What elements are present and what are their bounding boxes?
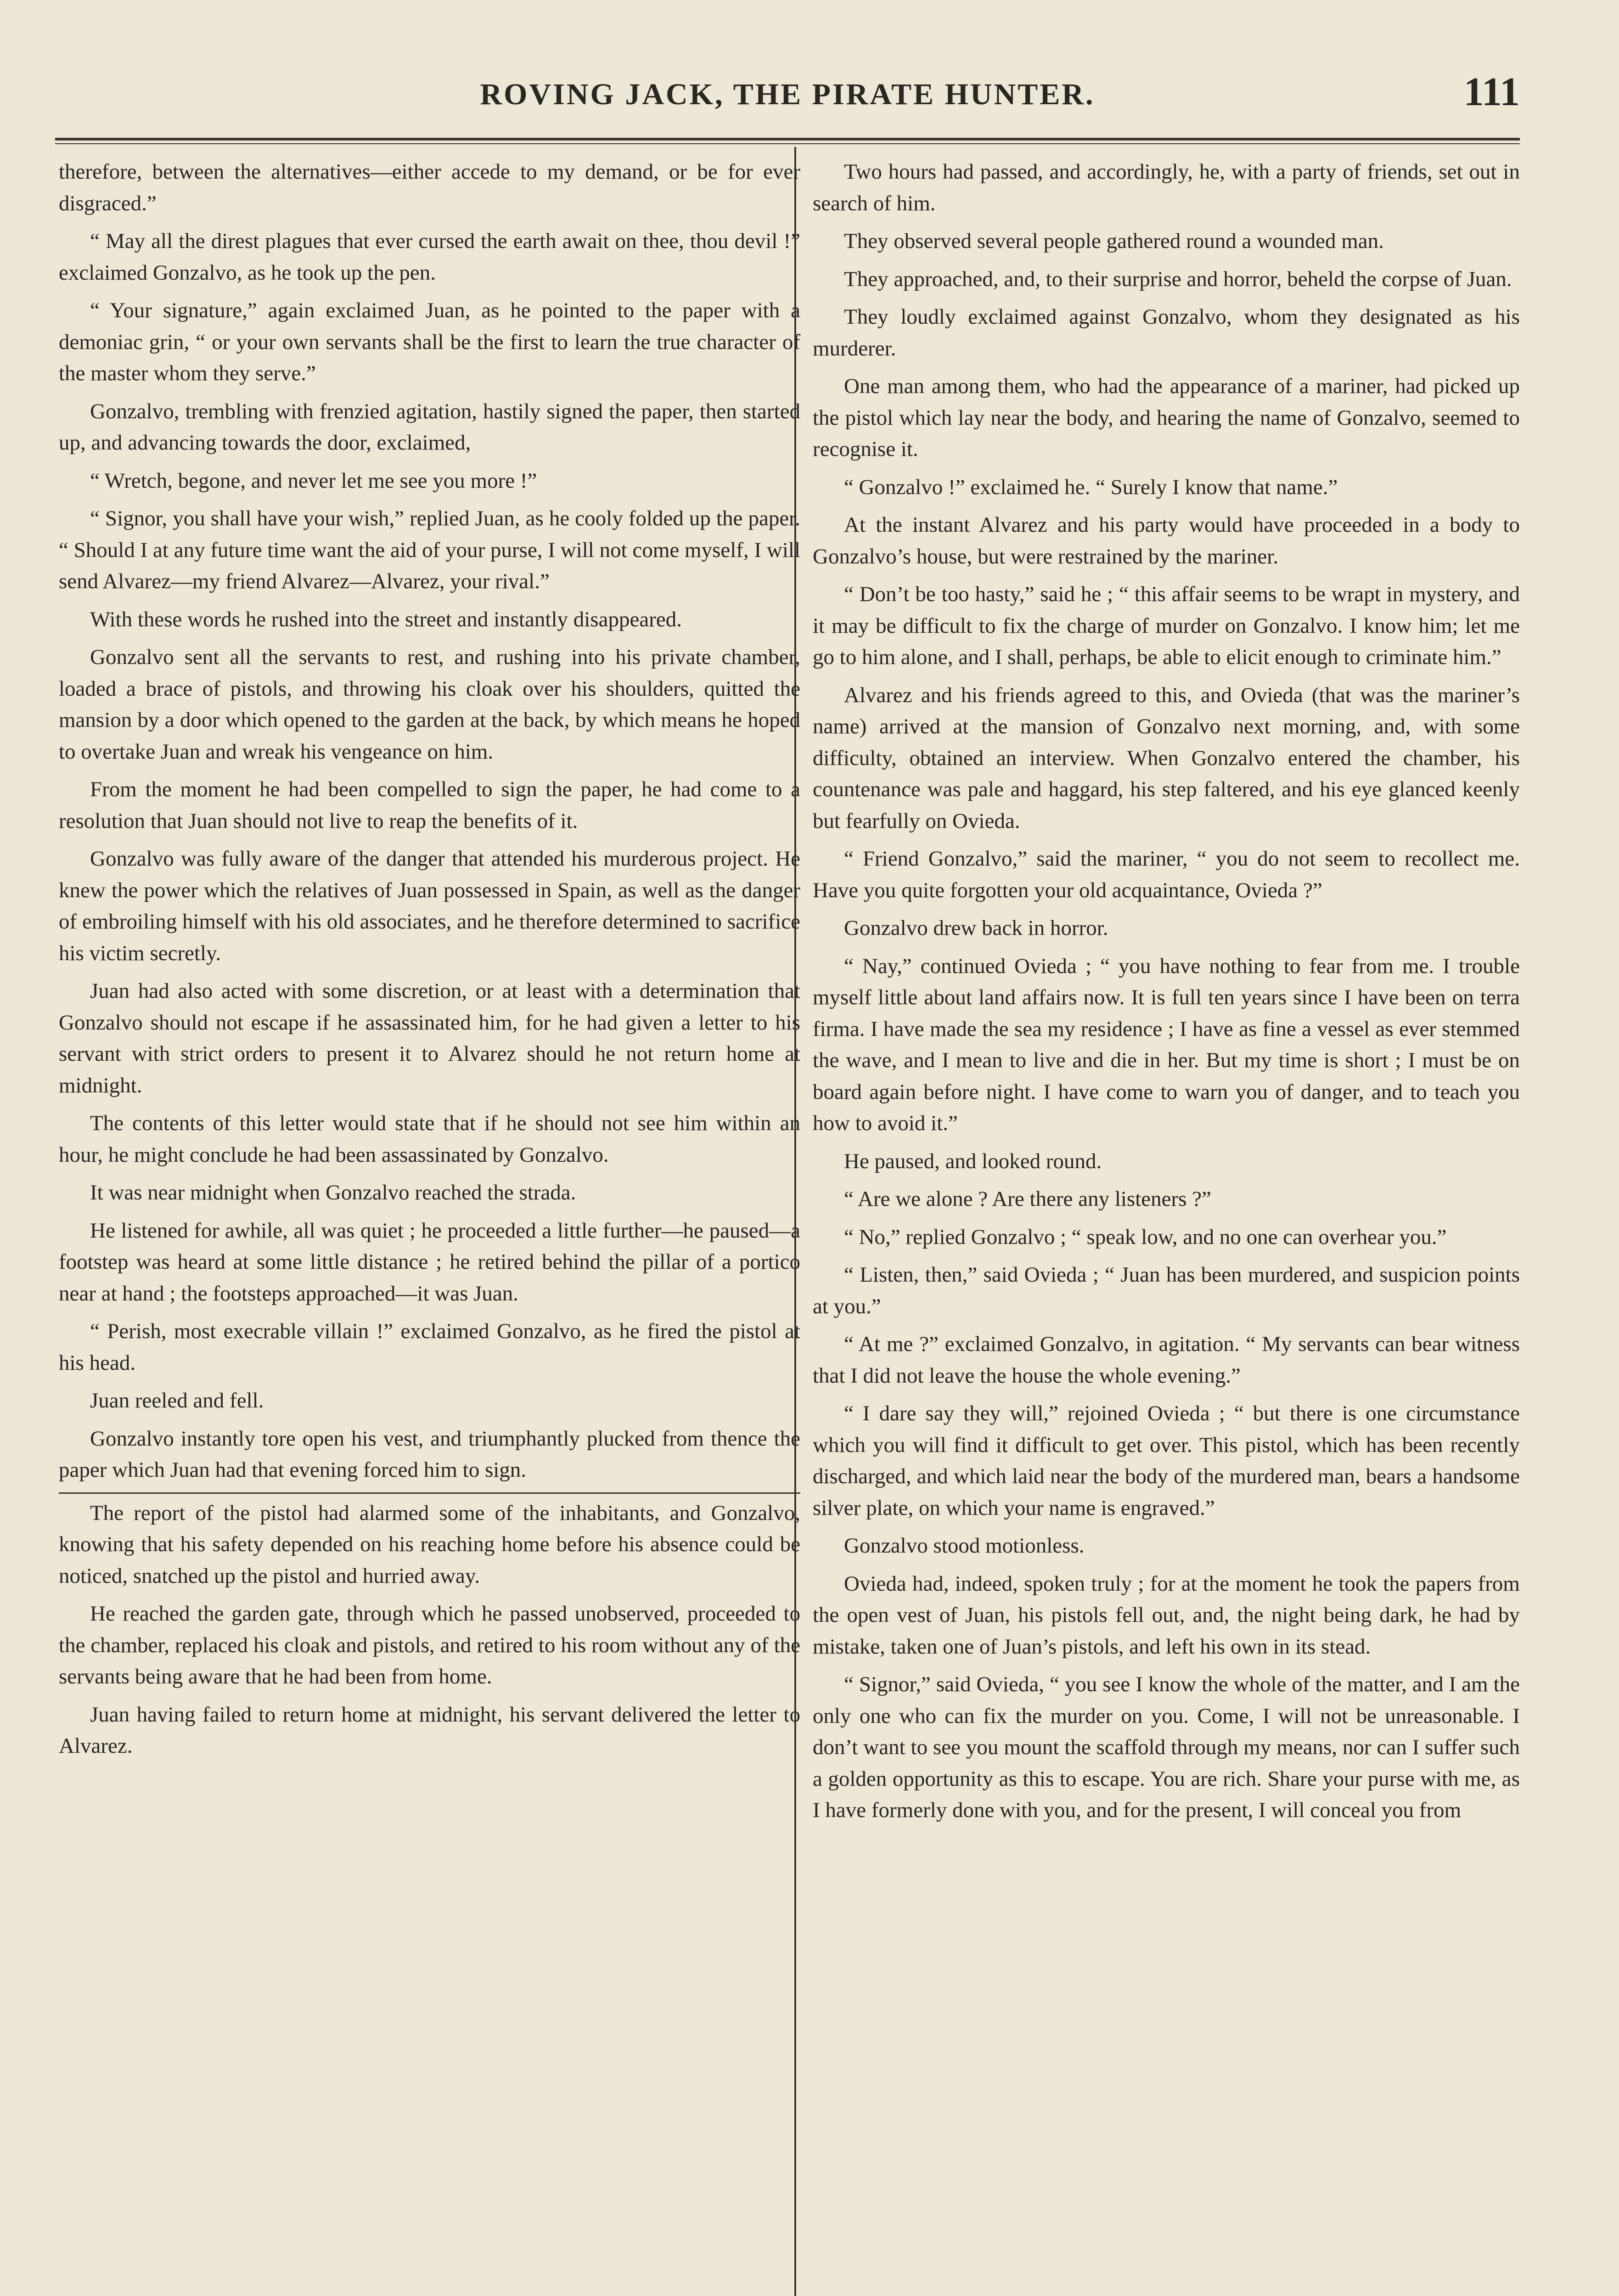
header-rule-thin — [55, 143, 1520, 144]
page-number: 111 — [1463, 70, 1520, 114]
paragraph: It was near midnight when Gonzalvo reached the strada. — [90, 1181, 576, 1204]
paragraph: Juan reeled and fell. — [90, 1389, 264, 1412]
paragraph: They observed several people gathered round a wounded man. — [844, 229, 1384, 253]
paragraph: Juan having failed to return home at midnight, his servant delivered the letter to Alvarez. — [59, 1702, 800, 1758]
paragraph: “ Wretch, begone, and never let me see you more !” — [90, 468, 537, 493]
paragraph: He listened for awhile, all was quiet ; he proceeded a little further—he paused—a footstep was heard at some little distance ; he retired behind the pillar of a portico near at hand ; the footsteps approached—it was Juan. — [59, 1218, 800, 1306]
paragraph: Alvarez and his friends agreed to this, and Ovieda (that was the mariner’s name) arrived at the mansion of Gonzalvo next morning, and, with some difficulty, obtained an interview. When Gonzalvo entered the chamber, his countenance was pale and haggard, his step faltered, and his eye glanced keenly but fearfully on Ovieda. — [813, 683, 1520, 833]
paragraph: Gonzalvo sent all the servants to rest, and rushing into his private chamber, loaded a brace of pistols, and throwing his cloak over his shoulders, quitted the mansion by a door which opened to the garden at the back, by which means he hoped to overtake Juan and wreak his vengeance on him. — [59, 645, 800, 764]
paragraph: They approached, and, to their surprise and horror, beheld the corpse of Juan. — [844, 267, 1512, 291]
paragraph: From the moment he had been compelled to sign the paper, he had come to a resolution that Juan should not live to reap the benefits of it. — [59, 777, 800, 833]
paragraph: “ Nay,” continued Ovieda ; “ you have nothing to fear from me. I trouble myself little about land affairs now. It is full ten years since I have been on terra firma. I have made the sea my residence ; I have as fine a vessel as ever stemmed the wave, and I mean to live and die in her. But my time is short ; I must be on board again before night. I have come to warn you of danger, and to teach you how to avoid it.” — [813, 954, 1520, 1135]
paragraph: Gonzalvo drew back in horror. — [844, 916, 1108, 940]
paragraph: “ Signor, you shall have your wish,” replied Juan, as he cooly folded up the paper. “ Should I at any future time want the aid of your purse, I will not come myself, I will send Alvarez—my friend Alvarez—Alvarez, your rival.” — [59, 506, 800, 593]
paragraph: Gonzalvo stood motionless. — [844, 1534, 1085, 1558]
paragraph: He reached the garden gate, through which he passed unobserved, proceeded to the chamber, replaced his cloak and pistols, and retired to his room without any of the servants being aware that he had been from home. — [59, 1602, 800, 1688]
paragraph: Two hours had passed, and accordingly, he, with a party of friends, set out in search of him. — [813, 160, 1520, 215]
paragraph: “ Your signature,” again exclaimed Juan, as he pointed to the paper with a demoniac grin, “ or your own servants shall be the first to learn the true character of the master whom they serve.” — [59, 298, 800, 385]
paragraph: “ Are we alone ? Are there any listeners ?” — [844, 1187, 1211, 1211]
paragraph: Gonzalvo was fully aware of the danger that attended his murderous project. He knew the power which the relatives of Juan possessed in Spain, as well as the danger of embroiling himself with his old associates, and he therefore determined to sacrifice his victim secretly. — [59, 847, 800, 965]
paragraph: “ May all the direst plagues that ever cursed the earth await on thee, thou devil !” exclaimed Gonzalvo, as he took up the pen. — [59, 229, 800, 285]
paragraph: “ Perish, most execrable villain !” exclaimed Gonzalvo, as he fired the pistol at his head. — [59, 1319, 800, 1375]
left-column — [59, 156, 800, 1768]
paragraph: Gonzalvo, trembling with frenzied agitation, hastily signed the paper, then started up, and advancing towards the door, exclaimed, — [59, 399, 800, 455]
paragraph: Ovieda had, indeed, spoken truly ; for at the moment he took the papers from the open vest of Juan, his pistols fell out, and, the night being dark, he had by mistake, taken one of Juan’s pistols, and left his own in its stead. — [813, 1571, 1520, 1659]
paragraph: “ Gonzalvo !” exclaimed he. “ Surely I know that name.” — [844, 475, 1338, 499]
paragraph: With these words he rushed into the street and instantly disappeared. — [90, 607, 682, 631]
paragraph: “ Friend Gonzalvo,” said the mariner, “ you do not seem to recollect me. Have you quite forgotten your old acquaintance, Ovieda ?” — [813, 847, 1520, 902]
right-column — [813, 156, 1520, 1833]
running-head — [55, 69, 1520, 119]
paragraph: The report of the pistol had alarmed some of the inhabitants, and Gonzalvo, knowing that his safety depended on his reaching home before his absence could be noticed, snatched up the pistol and hurried away. — [59, 1492, 800, 1592]
paragraph: One man among them, who had the appearance of a mariner, had picked up the pistol which lay near the body, and hearing the name of Gonzalvo, seemed to recognise it. — [813, 374, 1520, 461]
header-rule — [55, 138, 1520, 141]
paragraph: The contents of this letter would state that if he should not see him within an hour, he might conclude he had been assassinated by Gonzalvo. — [59, 1111, 800, 1167]
paragraph: “ Signor,” said Ovieda, “ you see I know the whole of the matter, and I am the only one who can fix the murder on you. Come, I will not be unreasonable. I don’t want to see you mount the scaffold through my means, nor can I suffer such a golden opportunity as this to escape. You are rich. Share your purse with me, as I have formerly done with you, and for the present, I will conceal you from — [813, 1672, 1520, 1822]
paragraph: Gonzalvo instantly tore open his vest, and triumphantly plucked from thence the paper which Juan had that evening forced him to sign. — [59, 1426, 800, 1482]
paragraph: “ At me ?” exclaimed Gonzalvo, in agitation. “ My servants can bear witness that I did not leave the house the whole evening.” — [813, 1332, 1520, 1388]
paragraph: Juan had also acted with some discretion, or at least with a determination that Gonzalvo should not escape if he assassinated him, for he had given a letter to his servant with strict orders to present it to Alvarez should he not return home at midnight. — [59, 979, 800, 1097]
paragraph: He paused, and looked round. — [844, 1149, 1102, 1173]
paragraph: “ No,” replied Gonzalvo ; “ speak low, and no one can overhear you.” — [844, 1225, 1447, 1249]
paragraph: “ Listen, then,” said Ovieda ; “ Juan has been murdered, and suspicion points at you.” — [813, 1263, 1520, 1318]
paragraph: They loudly exclaimed against Gonzalvo, whom they designated as his murderer. — [813, 305, 1520, 360]
paragraph: At the instant Alvarez and his party would have proceeded in a body to Gonzalvo’s house, but were restrained by the mariner. — [813, 513, 1520, 568]
paragraph: therefore, between the alternatives—either accede to my demand, or be for ever disgraced.” — [59, 160, 800, 215]
paragraph: “ I dare say they will,” rejoined Ovieda ; “ but there is one circumstance which you will find it difficult to get over. This pistol, which has been recently discharged, and which laid near the body of the murdered man, bears a handsome silver plate, on which your name is engraved.” — [813, 1401, 1520, 1520]
running-title: ROVING JACK, THE PIRATE HUNTER. — [480, 78, 1095, 111]
paragraph: “ Don’t be too hasty,” said he ; “ this affair seems to be wrapt in mystery, and it may be difficult to fix the charge of murder on Gonzalvo. I know him; let me go to him alone, and I shall, perhaps, be able to elicit enough to criminate him.” — [813, 582, 1520, 669]
